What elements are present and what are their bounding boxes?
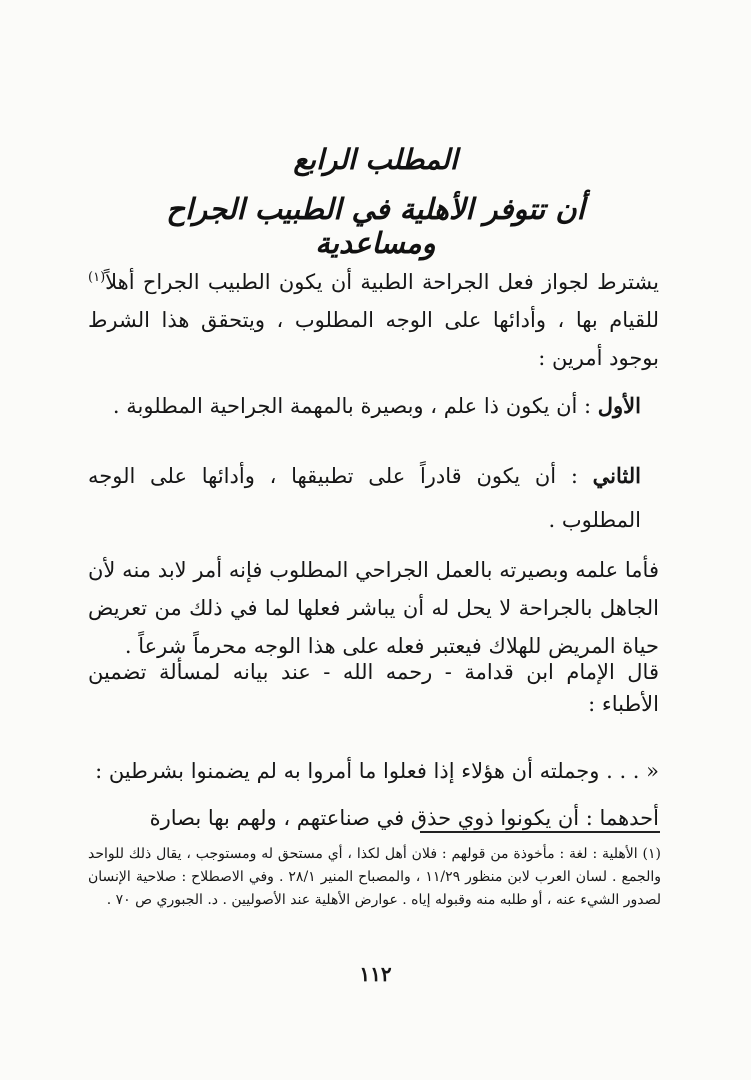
footnote-marker[interactable]: (١) [88,270,106,285]
condition-first-text: : أن يكون ذا علم ، وبصيرة بالمهمة الجراحية المطلوبة . [112,394,598,418]
section-subtitle: أن تتوفر الأهلية في الطبيب الجراح ومساعدية [166,192,585,260]
section-title: المطلب الرابع [293,143,458,176]
footnote-divider [420,831,660,833]
quote-line: « . . . وجملته أن هؤلاء إذا فعلوا ما أمروا به لم يضمنوا بشرطين : [95,759,659,783]
knowledge-paragraph: فأما علمه وبصيرته بالعمل الجراحي المطلوب فإنه أمر لابد منه لأن الجاهل بالجراحة لا يحل له أن يباشر فعلها لما في ذلك من تعريض حياة المريض للهلاك فيعتبر فعله على هذا الوجه محرماً شرعاً . [88,558,659,658]
quote-intro-paragraph: قال الإمام ابن قدامة - رحمه الله - عند بيانه لمسألة تضمين الأطباء : [88,660,659,716]
intro-text-b: للقيام بها ، وأدائها على الوجه المطلوب ، ويتحقق هذا الشرط بوجود أمرين : [88,308,659,370]
page-number: ١١٢ [359,962,392,986]
condition-second [88,454,641,542]
footnote: (١) الأهلية : لغة : مأخوذة من قولهم : فلان أهل لكذا ، أي مستحق له ومستوجب ، يقال ذلك للواحد والجمع . لسان العرب لابن منظور ١١/٢٩ ، والمصباح المنير ٢٨/١ . وفي الاصطلاح : صلاحية الإنسان لصدور الشيء عنه ، أو طلبه منه وقبوله إياه . عوارض الأهلية عند الأصوليين . د. الجبوري ص ٧٠ . [88,846,662,908]
condition-second-label: الثاني [592,463,641,488]
quote-continuation: أحدهما : أن يكونوا ذوي حذق في صناعتهم ، ولهم بها بصارة [149,806,659,830]
condition-first [88,387,641,425]
intro-paragraph [88,263,659,377]
condition-second-text: : أن يكون قادراً على تطبيقها ، وأدائها على الوجه المطلوب . [88,464,641,532]
condition-first-label: الأول [597,393,641,418]
intro-text-a: يشترط لجواز فعل الجراحة الطبية أن يكون الطبيب الجراح أهلاً [105,270,659,294]
